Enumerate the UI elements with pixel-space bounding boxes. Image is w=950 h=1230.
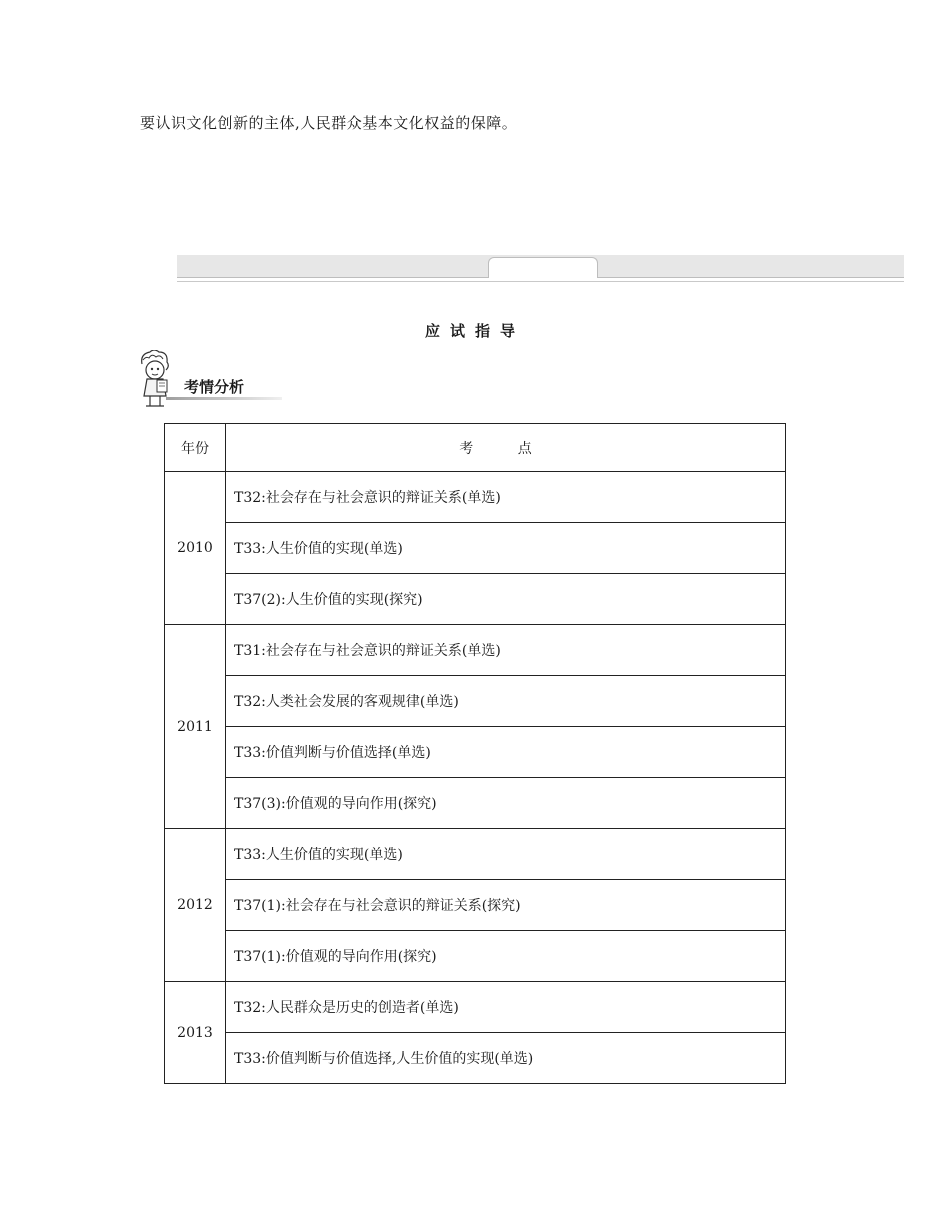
exam-analysis-heading: 考情分析 [184, 378, 245, 396]
table-row [165, 778, 786, 829]
table-row [165, 574, 786, 625]
topic-cell: T32:人民群众是历史的创造者(单选) [226, 982, 786, 1033]
topic-cell: T37(1):社会存在与社会意识的辩证关系(探究) [226, 880, 786, 931]
table-row [165, 676, 786, 727]
year-cell: 2012 [165, 829, 226, 982]
section-title: 应试指导 [424, 322, 525, 340]
section-divider-tab [488, 257, 598, 278]
table-row [165, 472, 786, 523]
exam-topics-table [164, 423, 786, 1084]
table-row [165, 727, 786, 778]
heading-underline [166, 397, 282, 400]
table-row [165, 931, 786, 982]
header-topic: 考 点 [226, 424, 786, 472]
topic-cell: T33:人生价值的实现(单选) [226, 829, 786, 880]
topic-cell: T33:价值判断与价值选择,人生价值的实现(单选) [226, 1033, 786, 1084]
table-row [165, 880, 786, 931]
table-header-row [165, 424, 786, 472]
intro-paragraph: 要认识文化创新的主体,人民群众基本文化权益的保障。 [140, 114, 518, 132]
topic-cell: T37(2):人生价值的实现(探究) [226, 574, 786, 625]
table-row [165, 1033, 786, 1084]
table-row [165, 523, 786, 574]
topic-cell: T32:社会存在与社会意识的辩证关系(单选) [226, 472, 786, 523]
topic-cell: T33:价值判断与价值选择(单选) [226, 727, 786, 778]
section-divider-line [177, 281, 904, 282]
year-cell: 2011 [165, 625, 226, 829]
topic-cell: T31:社会存在与社会意识的辩证关系(单选) [226, 625, 786, 676]
year-cell: 2010 [165, 472, 226, 625]
header-year: 年份 [165, 424, 226, 472]
topic-cell: T37(1):价值观的导向作用(探究) [226, 931, 786, 982]
table-row [165, 982, 786, 1033]
topic-cell: T32:人类社会发展的客观规律(单选) [226, 676, 786, 727]
table-row [165, 829, 786, 880]
year-cell: 2013 [165, 982, 226, 1084]
topic-cell: T37(3):价值观的导向作用(探究) [226, 778, 786, 829]
table-row [165, 625, 786, 676]
topic-cell: T33:人生价值的实现(单选) [226, 523, 786, 574]
